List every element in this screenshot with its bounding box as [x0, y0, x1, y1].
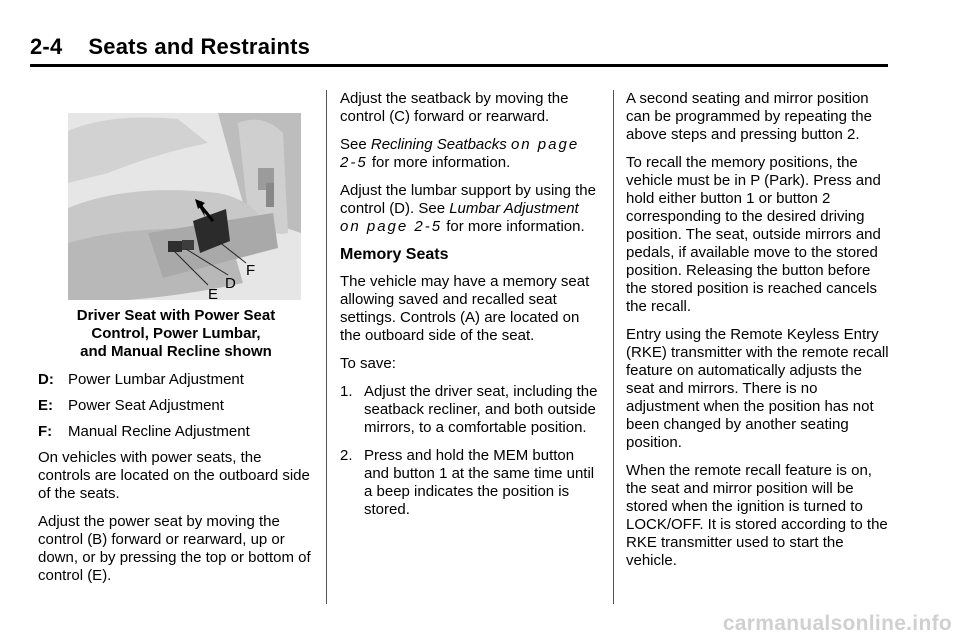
list-item: 2. Press and hold the MEM button and button 1 at the same time until a beep indicates the position is stored. [340, 447, 595, 518]
memory-seats-heading: Memory Seats [340, 246, 449, 263]
figure-caption: Driver Seat with Power Seat Control, Power Lumbar, and Manual Recline shown [76, 307, 276, 360]
column-1 [38, 307, 314, 595]
watermark: carmanualsonline.info [722, 612, 952, 635]
label-e: E [208, 286, 219, 300]
lumbar-adjustment-link[interactable]: Lumbar Adjustment [449, 200, 579, 217]
to-save-label: To save: [340, 355, 396, 372]
list-item: 1. Adjust the driver seat, including the seatback recliner, and both outside mirrors, to a comfortable position. [340, 383, 598, 436]
header-rule [30, 64, 888, 67]
second-position-paragraph: A second seating and mirror position can be programmed by repeating the above steps and pressing button 2. [626, 90, 872, 143]
page-header [30, 34, 310, 60]
recall-paragraph: To recall the memory positions, the vehicle must be in P (Park). Press and hold either button 1 or button 2 corresponding to the desired driving position. The seat, outside mirrors and pedals, if available move to the stored position. Releasing the button before the stored position is reached cancels the recall. [626, 154, 881, 315]
lumbar-page-link[interactable]: on page 2-5 [340, 218, 443, 235]
save-steps-list [340, 383, 602, 519]
legend-item-e: E: Power Seat Adjustment [38, 397, 224, 414]
column-3 [626, 90, 892, 580]
memory-seats-intro: The vehicle may have a memory seat allowing saved and recalled seat settings. Controls (A) are located on the outboard side of the seat. [340, 273, 590, 344]
label-d: D [225, 275, 236, 292]
column-2 [340, 90, 602, 529]
seat-illustration-drawing [68, 113, 301, 300]
reclining-reference: See Reclining Seatbacks on page 2-5 for more information. [340, 136, 580, 171]
column-divider-1 [326, 90, 327, 604]
power-seat-adjust-paragraph: Adjust the power seat by moving the control (B) forward or rearward, up or down, or by pressing the top or bottom of control (E). [38, 513, 311, 584]
reclining-seatbacks-link[interactable]: Reclining Seatbacks [370, 136, 507, 153]
column-divider-2 [613, 90, 614, 604]
legend-item-d: D: Power Lumbar Adjustment [38, 371, 244, 388]
seat-illustration [68, 113, 301, 300]
seatback-paragraph: Adjust the seatback by moving the control (C) forward or rearward. [340, 90, 569, 125]
page-number: 2-4 [30, 34, 63, 59]
section-title: Seats and Restraints [88, 34, 311, 59]
power-seat-location-paragraph: On vehicles with power seats, the controls are located on the outboard side of the seats. [38, 449, 310, 502]
label-f: F [246, 262, 256, 279]
reclining-page-link[interactable]: on page 2-5 [340, 136, 580, 171]
legend-item-f: F: Manual Recline Adjustment [38, 423, 250, 440]
rke-entry-paragraph: Entry using the Remote Keyless Entry (RKE) transmitter with the remote recall feature on automatically adjusts the seat and mirrors. There is no adjustment when the position has not been changed by another seating position. [626, 326, 889, 451]
lumbar-paragraph: Adjust the lumbar support by using the control (D). See Lumbar Adjustment on page 2-5 for more information. [340, 182, 596, 235]
remote-recall-paragraph: When the remote recall feature is on, the seat and mirror position will be stored when the ignition is turned to LOCK/OFF. It is stored according to the RKE transmitter used to start the vehicle. [626, 462, 888, 569]
